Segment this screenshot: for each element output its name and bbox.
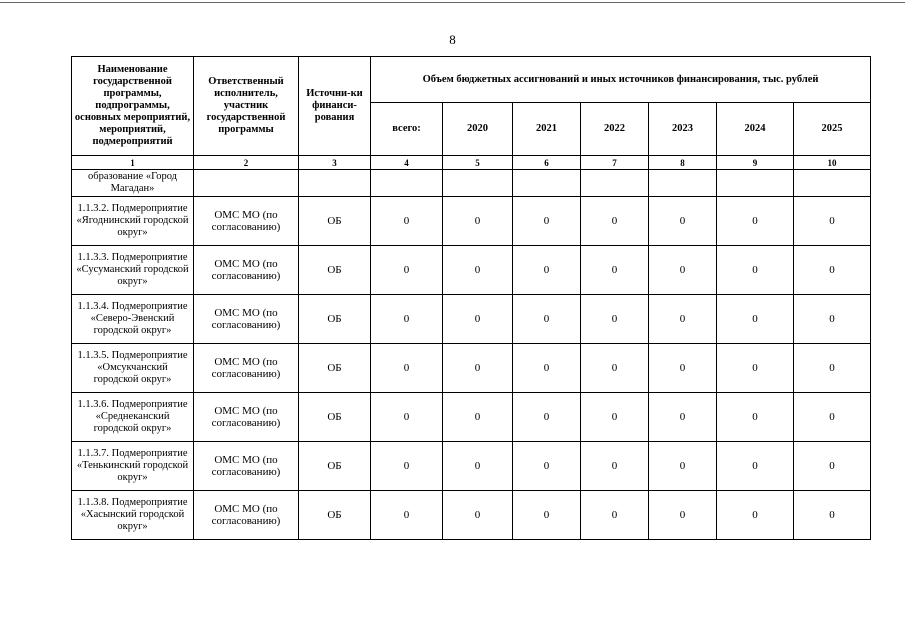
row-executor: ОМС МО (по согласованию) [194,491,299,540]
row-value: 0 [443,491,513,540]
header-year: всего: [371,103,443,156]
row-executor: ОМС МО (по согласованию) [194,295,299,344]
row-value: 0 [513,344,581,393]
top-rule [0,2,905,3]
row-value: 0 [443,393,513,442]
row-value: 0 [649,393,717,442]
table-row [72,491,871,540]
row-source: ОБ [299,393,371,442]
table-row [72,344,871,393]
row-value: 0 [581,442,649,491]
header-executor: Ответственный исполнитель, участник государственной программы [194,57,299,156]
row-value: 0 [794,246,871,295]
table-row [72,197,871,246]
header-year: 2024 [717,103,794,156]
row-value: 0 [649,246,717,295]
row-value: 0 [443,246,513,295]
row-executor: ОМС МО (по согласованию) [194,197,299,246]
row-executor: ОМС МО (по согласованию) [194,442,299,491]
budget-table [71,56,871,540]
table-row [72,393,871,442]
header-year: 2023 [649,103,717,156]
column-number: 1 [72,156,194,170]
row-value: 0 [443,344,513,393]
row-value: 0 [513,393,581,442]
row-value: 0 [649,344,717,393]
row-executor: ОМС МО (по согласованию) [194,246,299,295]
column-number: 10 [794,156,871,170]
row-value: 0 [717,393,794,442]
row-value: 0 [581,295,649,344]
row-value: 0 [371,246,443,295]
row-value: 0 [371,491,443,540]
row-value: 0 [371,393,443,442]
row-value: 0 [649,442,717,491]
column-number: 9 [717,156,794,170]
row-value: 0 [371,344,443,393]
column-number: 4 [371,156,443,170]
page-number: 8 [449,32,456,47]
column-number: 5 [443,156,513,170]
row-executor: ОМС МО (по согласованию) [194,393,299,442]
row-value: 0 [717,295,794,344]
row-value: 0 [513,491,581,540]
table-row [72,442,871,491]
table-row [72,295,871,344]
header-volume: Объем бюджетных ассигнований и иных источников финансирования, тыс. рублей [371,57,871,103]
row-value: 0 [371,197,443,246]
row-value: 0 [371,295,443,344]
column-number: 2 [194,156,299,170]
row-value: 0 [717,246,794,295]
continuation-name: образование «Город Магадан» [72,170,194,197]
row-value: 0 [649,295,717,344]
row-value: 0 [443,295,513,344]
row-source: ОБ [299,442,371,491]
row-name: 1.1.3.6. Подмероприятие «Среднеканский городской округ» [72,393,194,442]
row-value: 0 [717,197,794,246]
row-name: 1.1.3.7. Подмероприятие «Тенькинский городской округ» [72,442,194,491]
row-source: ОБ [299,246,371,295]
row-value: 0 [794,344,871,393]
row-value: 0 [794,491,871,540]
column-number: 3 [299,156,371,170]
row-name: 1.1.3.8. Подмероприятие «Хасынский городской округ» [72,491,194,540]
row-name: 1.1.3.2. Подмероприятие «Ягоднинский городской округ» [72,197,194,246]
row-value: 0 [581,246,649,295]
row-value: 0 [649,197,717,246]
table-row [72,246,871,295]
row-value: 0 [581,491,649,540]
row-source: ОБ [299,197,371,246]
row-value: 0 [581,393,649,442]
row-value: 0 [581,197,649,246]
row-value: 0 [513,295,581,344]
header-name: Наименование государственной программы, подпрограммы, основных мероприятий, мероприятий, подмероприятий [72,57,194,156]
row-name: 1.1.3.4. Подмероприятие «Северо-Эвенский городской округ» [72,295,194,344]
row-value: 0 [443,442,513,491]
row-source: ОБ [299,491,371,540]
row-value: 0 [371,442,443,491]
row-value: 0 [513,197,581,246]
continuation-row [72,170,871,197]
row-value: 0 [794,393,871,442]
row-source: ОБ [299,295,371,344]
row-value: 0 [717,442,794,491]
row-name: 1.1.3.3. Подмероприятие «Сусуманский городской округ» [72,246,194,295]
column-number: 6 [513,156,581,170]
row-value: 0 [649,491,717,540]
header-year: 2021 [513,103,581,156]
header-year: 2025 [794,103,871,156]
row-value: 0 [443,197,513,246]
row-value: 0 [794,295,871,344]
row-value: 0 [717,491,794,540]
column-number: 7 [581,156,649,170]
row-value: 0 [717,344,794,393]
row-source: ОБ [299,344,371,393]
row-name: 1.1.3.5. Подмероприятие «Омсукчанский городской округ» [72,344,194,393]
row-executor: ОМС МО (по согласованию) [194,344,299,393]
row-value: 0 [513,442,581,491]
column-number: 8 [649,156,717,170]
row-value: 0 [581,344,649,393]
row-value: 0 [794,442,871,491]
header-year: 2022 [581,103,649,156]
header-year: 2020 [443,103,513,156]
row-value: 0 [513,246,581,295]
row-value: 0 [794,197,871,246]
header-source: Источни-ки финанси-рования [299,57,371,156]
